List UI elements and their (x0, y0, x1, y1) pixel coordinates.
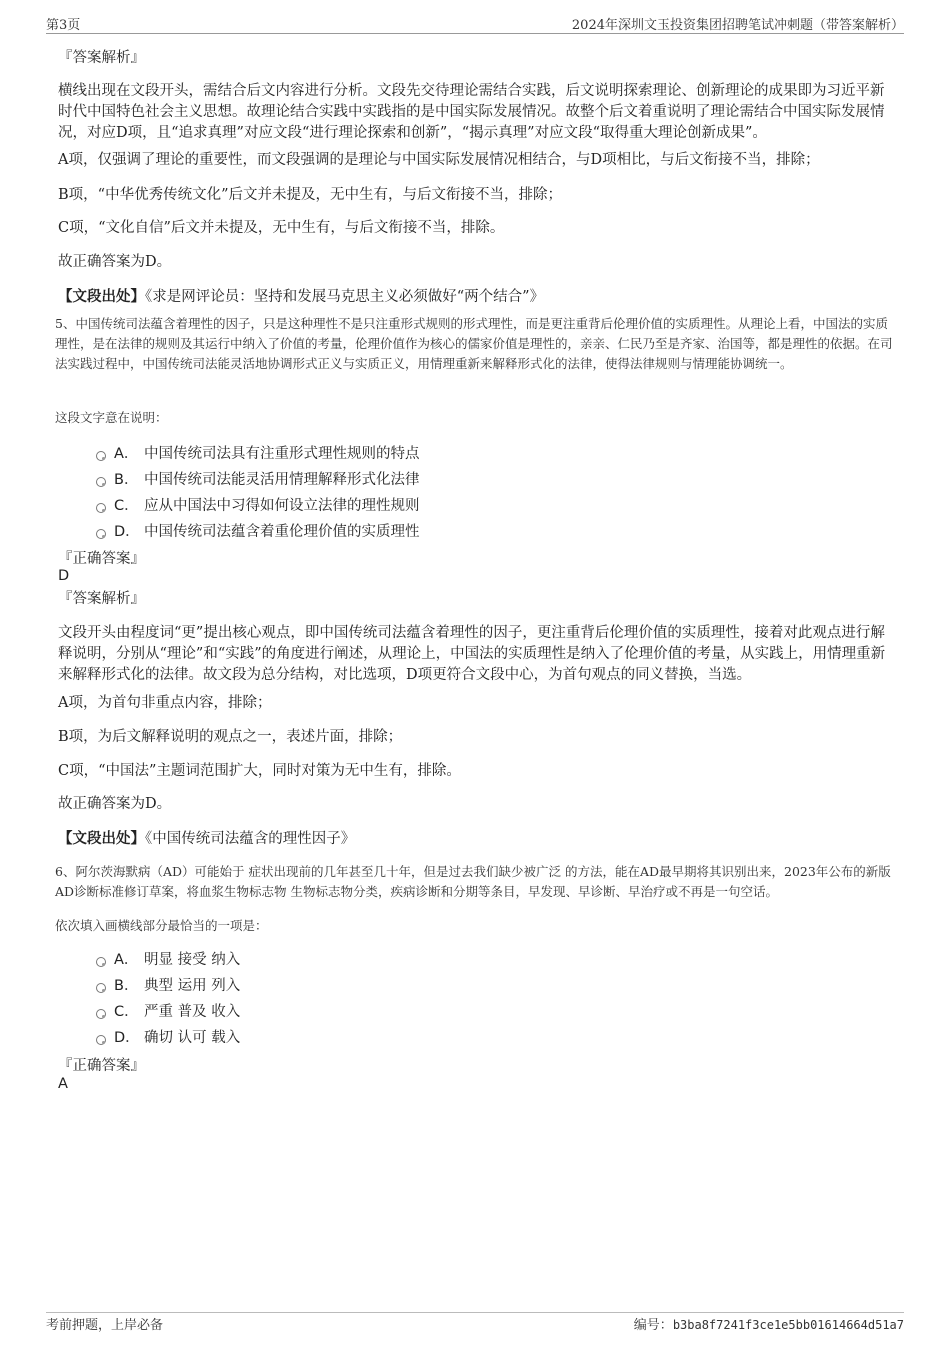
q5-number: 5、 (55, 316, 76, 331)
q5-source-text: 《中国传统司法蕴含的理性因子》 (145, 831, 356, 847)
q5-answer: D (58, 568, 70, 584)
q5-stem-text: 中国传统司法蕴含着理性的因子，只是这种理性不是只注重形式规则的形式理性，而是更注重背后伦理价值的实质理性。从理论上看，中国法的实质理性，是在法律的规则及其运行中纳入了价值的考量，伦理价值作为核心的儒家价值是理性的，亲亲、仁民乃至是齐家、治国等，都是理性的依据。在司法实践过程中，中国传统司法能灵活地协调形式正义与实质正义，用情理重新来解释形式化的法律，使得法律规则与情理能协调统一。 (55, 316, 893, 371)
q4-source (58, 286, 888, 308)
radio-icon[interactable] (96, 477, 106, 487)
radio-icon[interactable] (96, 983, 106, 993)
q5-option-b[interactable]: B． 中国传统司法能灵活用情理解释形式化法律 (96, 469, 420, 491)
q5-exclusion-a: A项，为首句非重点内容，排除； (58, 695, 272, 711)
footer-code-label: 编号： (633, 1318, 673, 1333)
q4-source-text: 《求是网评论员：坚持和发展马克思主义必须做好“两个结合”》 (145, 289, 545, 305)
radio-icon[interactable] (96, 503, 106, 513)
q5-exclusion-b: B项，为后文解释说明的观点之一，表述片面，排除； (58, 729, 403, 745)
footer-code-value: b3ba8f7241f3ce1e5bb01614664d51a7 (672, 1318, 904, 1332)
q4-analysis-text: 横线出现在文段开头，需结合后文内容进行分析。文段先交待理论需结合实践，后文说明探索理论、创新理论的成果即为习近平新时代中国特色社会主义思想。故理论结合实践中实践指的是中国实际发展情况。故整个后文着重说明了理论需结合中国实际发展情况，对应D项，且“追求真理”对应文段“进行理论探索和创新”，“揭示真理”对应文段“取得重大理论创新成果”。 (58, 83, 885, 141)
q5-analysis-label: 『答案解析』 (58, 591, 145, 607)
q4-exclusion-a: A项，仅强调了理论的重要性，而文段强调的是理论与中国实际发展情况相结合，与D项相比，与后文衔接不当，排除； (58, 152, 820, 168)
q5-source (58, 828, 888, 850)
q6-question: 依次填入画横线部分最恰当的一项是： (55, 918, 268, 933)
q6-stem-text: 阿尔茨海默病（AD）可能始于 症状出现前的几年甚至几十年，但是过去我们缺少被广泛 的方法，能在AD最早期将其识别出来，2023年公布的新版AD诊断标准修订草案，将血浆生物标志物 生物标志物分类，疾病诊断和分期等条目，早发现、早诊断、早治疗或不再是一句空话。 (55, 864, 891, 899)
q5-option-a[interactable]: A． 中国传统司法具有注重形式理性规则的特点 (96, 443, 420, 465)
q5-exclusion-c: C项，“中国法”主题词范围扩大，同时对策为无中生有，排除。 (58, 763, 461, 779)
q6-option-b[interactable]: B． 典型 运用 列入 (96, 975, 240, 997)
footer-divider (46, 1312, 904, 1313)
document-title: 2024年深圳文玉投资集团招聘笔试冲刺题（带答案解析） (571, 18, 904, 33)
q6-option-c[interactable]: C． 严重 普及 收入 (96, 1001, 240, 1023)
q4-analysis-label: 『答案解析』 (58, 50, 145, 66)
q5-conclusion: 故正确答案为D。 (58, 796, 172, 812)
q5-stem (55, 314, 895, 374)
q6-option-d[interactable]: D． 确切 认可 载入 (96, 1027, 240, 1049)
radio-icon[interactable] (96, 529, 106, 539)
q5-option-d[interactable]: D． 中国传统司法蕴含着重伦理价值的实质理性 (96, 521, 420, 543)
q6-answer: A (58, 1076, 68, 1092)
q6-option-a[interactable]: A． 明显 接受 纳入 (96, 949, 240, 971)
q4-conclusion: 故正确答案为D。 (58, 254, 172, 270)
q6-stem (55, 862, 895, 902)
header-divider (46, 33, 904, 34)
q5-answer-label: 『正确答案』 (58, 551, 145, 567)
q4-exclusion-b: B项，“中华优秀传统文化”后文并未提及，无中生有，与后文衔接不当，排除； (58, 187, 562, 203)
radio-icon[interactable] (96, 451, 106, 461)
q4-source-label: 【文段出处】 (58, 288, 145, 305)
q5-source-label: 【文段出处】 (58, 830, 145, 847)
q6-answer-label: 『正确答案』 (58, 1058, 145, 1074)
footer-code (634, 1314, 904, 1333)
q5-option-c[interactable]: C． 应从中国法中习得如何设立法律的理性规则 (96, 495, 420, 517)
q6-number: 6、 (55, 864, 76, 879)
page-number: 第3页 (46, 18, 81, 33)
radio-icon[interactable] (96, 1035, 106, 1045)
q5-question: 这段文字意在说明： (55, 410, 168, 425)
q4-exclusion-c: C项，“文化自信”后文并未提及，无中生有，与后文衔接不当，排除。 (58, 220, 505, 236)
q5-analysis-text: 文段开头由程度词“更”提出核心观点，即中国传统司法蕴含着理性的因子，更注重背后伦理价值的实质理性，接着对此观点进行解释说明，分别从“理论”和“实践”的角度进行阐述，从理论上，中国法的实质理性是纳入了伦理价值的考量，从实践上，用情理重新来解释形式化的法律。故文段为总分结构，对比选项，D项更符合文段中心，为首句观点的同义替换，当选。 (58, 625, 886, 683)
radio-icon[interactable] (96, 1009, 106, 1019)
radio-icon[interactable] (96, 957, 106, 967)
footer-slogan: 考前押题，上岸必备 (46, 1318, 164, 1333)
